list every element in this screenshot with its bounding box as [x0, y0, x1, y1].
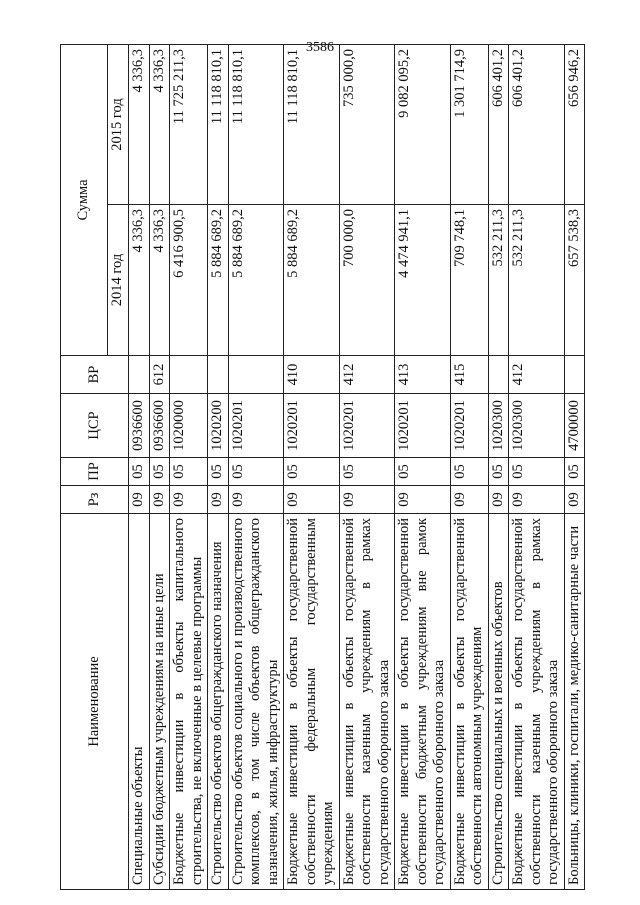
cell-pr: 05 — [395, 458, 451, 486]
cell-2014: 6 416 900,5 — [170, 205, 208, 356]
cell-csr: 1020201 — [450, 394, 488, 458]
table-row — [509, 45, 565, 890]
cell-vr — [228, 356, 284, 394]
cell-2015: 11 118 810,1 — [228, 45, 284, 205]
page-number: 3586 — [306, 40, 334, 55]
cell-vr: 410 — [284, 356, 340, 394]
cell-csr: 1020201 — [339, 394, 395, 458]
cell-name: Бюджетные инвестиции в объекты государственной собственности автономным учреждениям — [450, 514, 488, 890]
cell-vr: 415 — [450, 356, 488, 394]
cell-2015: 1 301 714,9 — [450, 45, 488, 205]
budget-table — [60, 44, 585, 890]
table-row — [450, 45, 488, 890]
cell-vr — [564, 356, 585, 394]
cell-pr: 05 — [228, 458, 284, 486]
cell-csr: 1020200 — [208, 394, 229, 458]
cell-pr: 05 — [564, 458, 585, 486]
cell-2014: 4 336,3 — [129, 205, 150, 356]
cell-name: Бюджетные инвестиции в объекты государственной собственности бюджетным учреждениям вне рамок государственного оборонного заказа — [395, 514, 451, 890]
table-row — [284, 45, 340, 890]
cell-2014: 532 211,3 — [488, 205, 509, 356]
cell-rz: 09 — [509, 486, 565, 514]
cell-2015: 11 118 810,1 — [284, 45, 340, 205]
cell-csr: 0936600 — [149, 394, 170, 458]
cell-vr: 412 — [509, 356, 565, 394]
table-row — [339, 45, 395, 890]
cell-vr — [488, 356, 509, 394]
cell-pr: 05 — [450, 458, 488, 486]
table-body — [129, 45, 585, 890]
header-2015: 2015 год — [108, 45, 129, 205]
cell-vr — [170, 356, 208, 394]
table-row — [564, 45, 585, 890]
budget-table-sheet — [60, 45, 580, 890]
cell-2015: 735 000,0 — [339, 45, 395, 205]
cell-rz: 09 — [564, 486, 585, 514]
cell-pr: 05 — [339, 458, 395, 486]
cell-name: Субсидии бюджетным учреждениям на иные цели — [149, 514, 170, 890]
cell-name: Строительство объектов социального и производственного комплексов, в том числе объектов общегражданского назначения, жилья, инфраструктуры — [228, 514, 284, 890]
header-vr: ВР — [61, 356, 129, 394]
cell-pr: 05 — [509, 458, 565, 486]
cell-2015: 606 401,2 — [488, 45, 509, 205]
cell-csr: 0936600 — [129, 394, 150, 458]
cell-rz: 09 — [339, 486, 395, 514]
header-row — [61, 45, 108, 890]
cell-csr: 1020300 — [488, 394, 509, 458]
header-name: Наименование — [61, 514, 129, 890]
cell-pr: 05 — [129, 458, 150, 486]
table-row — [208, 45, 229, 890]
cell-2014: 700 000,0 — [339, 205, 395, 356]
cell-2014: 4 336,3 — [149, 205, 170, 356]
cell-name: Строительство специальных и военных объектов — [488, 514, 509, 890]
cell-2015: 11 725 211,3 — [170, 45, 208, 205]
header-csr: ЦСР — [61, 394, 129, 458]
cell-pr: 05 — [488, 458, 509, 486]
cell-rz: 09 — [208, 486, 229, 514]
table-row — [170, 45, 208, 890]
cell-vr: 612 — [149, 356, 170, 394]
header-sum: Сумма — [61, 45, 108, 356]
header-2014: 2014 год — [108, 205, 129, 356]
table-row — [488, 45, 509, 890]
cell-2015: 656 946,2 — [564, 45, 585, 205]
cell-vr: 412 — [339, 356, 395, 394]
table-row — [228, 45, 284, 890]
cell-rz: 09 — [149, 486, 170, 514]
table-row — [129, 45, 150, 890]
cell-vr — [129, 356, 150, 394]
cell-name: Специальные объекты — [129, 514, 150, 890]
cell-csr: 1020201 — [395, 394, 451, 458]
cell-name: Бюджетные инвестиции в объекты государственной собственности казенным учреждениям в рамках государственного оборонного заказа — [339, 514, 395, 890]
cell-2014: 709 748,1 — [450, 205, 488, 356]
cell-pr: 05 — [170, 458, 208, 486]
cell-2015: 4 336,3 — [149, 45, 170, 205]
cell-rz: 09 — [395, 486, 451, 514]
table-row — [395, 45, 451, 890]
cell-name: Бюджетные инвестиции в объекты капитального строительства, не включенные в целевые программы — [170, 514, 208, 890]
cell-2014: 5 884 689,2 — [208, 205, 229, 356]
cell-rz: 09 — [488, 486, 509, 514]
header-pr: ПР — [61, 458, 129, 486]
cell-2015: 9 082 095,2 — [395, 45, 451, 205]
cell-rz: 09 — [450, 486, 488, 514]
cell-name: Строительство объектов общегражданского назначения — [208, 514, 229, 890]
cell-2014: 4 474 941,1 — [395, 205, 451, 356]
cell-csr: 1020000 — [170, 394, 208, 458]
cell-pr: 05 — [208, 458, 229, 486]
cell-vr: 413 — [395, 356, 451, 394]
cell-2014: 5 884 689,2 — [228, 205, 284, 356]
cell-rz: 09 — [228, 486, 284, 514]
cell-name: Бюджетные инвестиции в объекты государственной собственности федеральным государственным учреждениям — [284, 514, 340, 890]
cell-vr — [208, 356, 229, 394]
cell-csr: 1020201 — [284, 394, 340, 458]
table-row — [149, 45, 170, 890]
cell-name: Бюджетные инвестиции в объекты государственной собственности казенным учреждениям в рамках государственного оборонного заказа — [509, 514, 565, 890]
cell-rz: 09 — [129, 486, 150, 514]
header-rz: Рз — [61, 486, 129, 514]
cell-csr: 4700000 — [564, 394, 585, 458]
cell-pr: 05 — [284, 458, 340, 486]
cell-2014: 657 538,3 — [564, 205, 585, 356]
cell-2014: 532 211,3 — [509, 205, 565, 356]
cell-2014: 5 884 689,2 — [284, 205, 340, 356]
cell-2015: 606 401,2 — [509, 45, 565, 205]
cell-2015: 4 336,3 — [129, 45, 150, 205]
cell-rz: 09 — [284, 486, 340, 514]
cell-name: Больницы, клиники, госпитали, медико-санитарные части — [564, 514, 585, 890]
cell-2015: 11 118 810,1 — [208, 45, 229, 205]
cell-csr: 1020300 — [509, 394, 565, 458]
cell-rz: 09 — [170, 486, 208, 514]
cell-pr: 05 — [149, 458, 170, 486]
cell-csr: 1020201 — [228, 394, 284, 458]
